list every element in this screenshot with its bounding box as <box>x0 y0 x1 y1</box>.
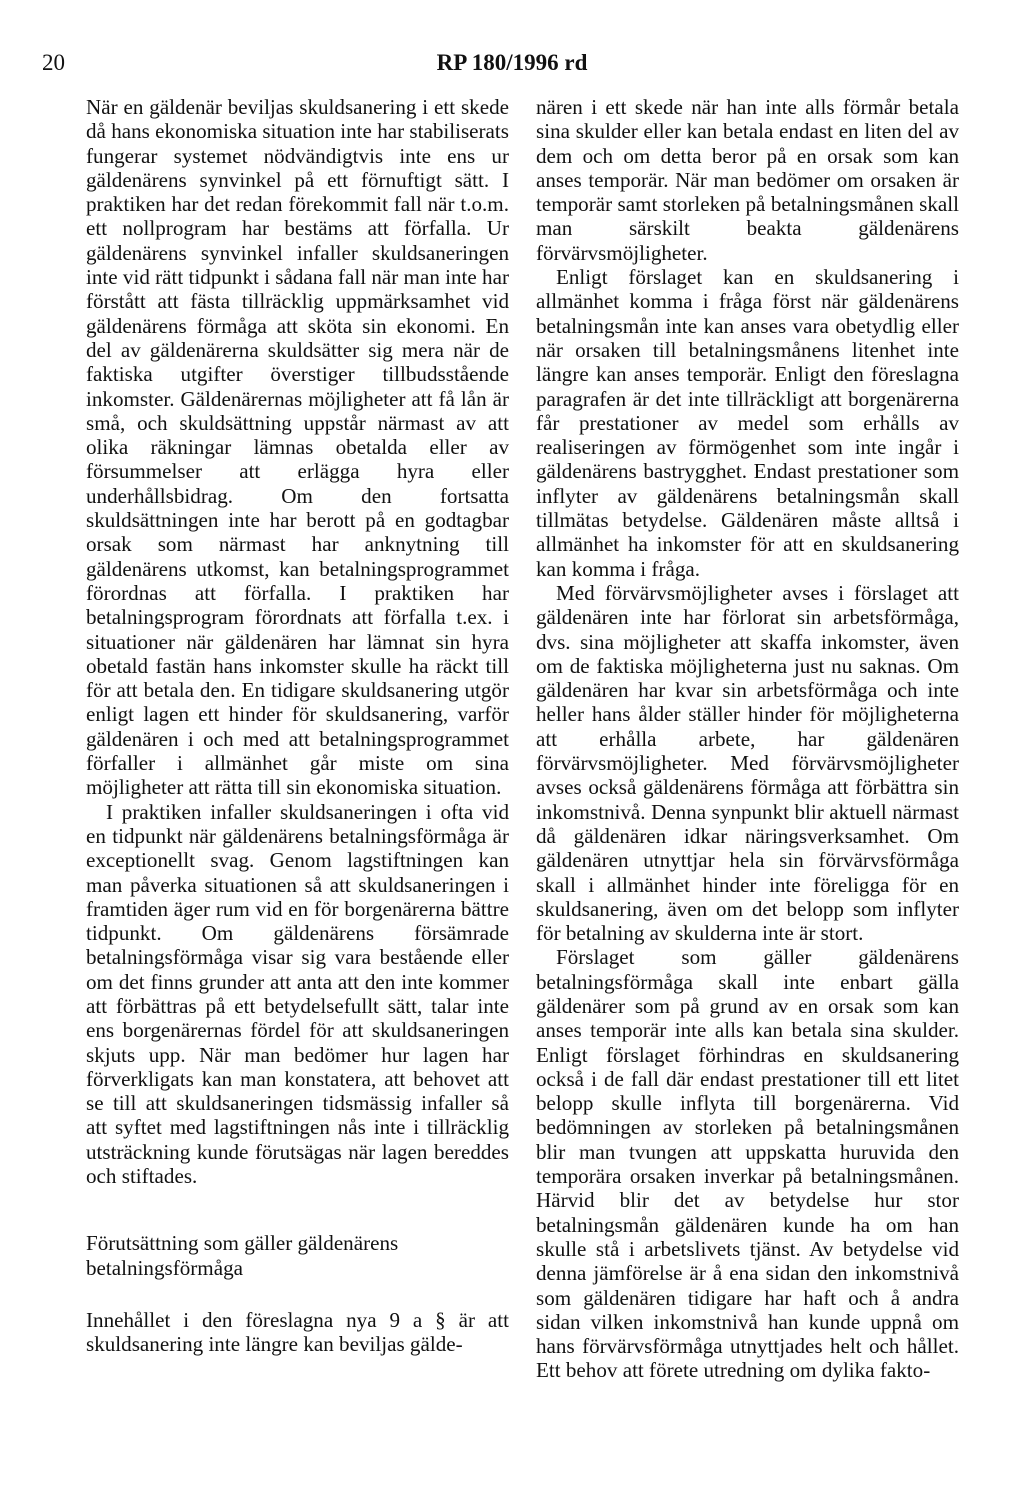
page-number: 20 <box>42 50 65 75</box>
page-header <box>42 50 982 80</box>
body-paragraph: Med förvärvsmöjligheter avses i förslaget att gäldenären inte har förlorat sin arbetsförmåga, dvs. sina möjligheter att skaffa inkomster, även om de faktiska möjligheterna just nu saknas. Om gäldenären har kvar sin arbetsförmåga och inte heller hans ålder ställer hinder för möjligheterna att erhålla arbete, har gäldenären förvärvsmöjligheter. Med förvärvsmöjligheter avses också gäldenärens förmåga att förbättra sin inkomstnivå. Denna synpunkt blir aktuell närmast då gäldenären idkar näringsverksamhet. Om gäldenären utnyttjar hela sin förvärvsförmåga skall i allmänhet hinder inte föreligga för en skuldsanering, även om det belopp som inflyter för betalning av skulderna inte är stort. <box>536 580 959 946</box>
right-column <box>536 95 959 1383</box>
left-column <box>86 95 509 1357</box>
body-paragraph: Enligt förslaget kan en skuldsanering i allmänhet komma i fråga först när gäldenärens betalningsmån inte kan anses vara obetydlig eller när orsaken till betalningsmånens litenhet inte längre kan anses temporär. Enligt den föreslagna paragrafen är det inte tillräckligt att borgenärerna får prestationer av medel som erhålls av realiseringen av förmögenhet som inte ingår i gäldenärens bastrygghet. Endast prestationer som inflyter av gäldenärens betalningsmån skall tillmätas betydelse. Gäldenären måste alltså i allmänhet ha inkomster för att en skuldsanering kan komma i fråga. <box>536 265 959 581</box>
body-paragraph: nären i ett skede när han inte alls förmår betala sina skulder eller kan betala endast en liten del av dem och om detta beror på en orsak som kan anses temporär. När man bedömer om orsaken är temporär samt storleken på betalningsmånen skall man särskilt beakta gäldenärens förvärvsmöjligheter. <box>536 95 959 265</box>
body-paragraph: Förslaget som gäller gäldenärens betalningsförmåga skall inte enbart gälla gäldenärer som på grund av en orsak som kan anses temporär inte alls kan betala sina skulder. Enligt förslaget förhindras en skuldsanering också i de fall där endast prestationer till ett litet belopp skulle inflyta till borgenärerna. Vid bedömningen av storleken på betalningsmånen blir man tvungen att uppskatta huruvida den temporära orsaken inverkar på betalningsmånen. Härvid blir det av betydelse hur stor betalningsmån gäldenären kunde ha om han skulle stå i arbetslivets tjänst. Av betydelse vid denna jämförelse är å ena sidan den inkomstnivå som gäldenären tidigare har haft och å andra sidan vilken inkomstnivå han kunde uppnå om hans förvärvsförmåga utnyttjades helt och hållet. Ett behov att förete utredning om dylika fakto- <box>536 945 959 1383</box>
section-heading: Förutsättning som gäller gäldenärens betalningsförmåga <box>86 1231 399 1280</box>
body-paragraph: När en gäldenär beviljas skuldsanering i ett skede då hans ekonomiska situation inte har stabiliserats fungerar systemet nödvändigtvis inte ens ur gäldenärens synvinkel på ett förnuftigt sätt. I praktiken har det redan förekommit fall när t.o.m. ett nollprogram har bestäms att förfalla. Ur gäldenärens synvinkel infaller skuldsaneringen inte vid rätt tidpunkt i sådana fall när man inte har förstått att fästa tillräcklig uppmärksamhet vid gäldenärens förmåga att sköta sin ekonomi. En del av gäldenärerna skuldsätter sig mera när de faktiska utgifter överstiger tillbudsstående inkomster. Gäldenärernas möjligheter att få lån är små, och skuldsättning uppstår närmast av att olika räkningar lämnas obetalda eller av försummelser att erlägga hyra eller underhållsbidrag. Om den fortsatta skuldsättningen inte har berott på en godtagbar orsak som närmast har anknytning till gäldenärens utkomst, kan betalningsprogrammet förordnas att förfalla. I praktiken har betalningsprogram förordnats att förfalla t.ex. i situationer när gäldenären har lämnat sin hyra obetald fastän hans inkomster skulle ha räckt till för att betala den. En tidigare skuldsanering utgör enligt lagen ett hinder för skuldsanering, varför gäldenären i och med att betalningsprogrammet förfaller i allmänhet går miste om sina möjligheter att rätta till sin ekonomiska situation. <box>86 95 509 800</box>
body-paragraph: I praktiken infaller skuldsaneringen i ofta vid en tidpunkt när gäldenärens betalningsförmåga är exceptionellt svag. Genom lagstiftningen kan man påverka situationen så att skuldsaneringen i framtiden äger rum vid en för borgenärerna bättre tidpunkt. Om gäldenärens försämrade betalningsförmåga visar sig vara bestående eller om det finns grunder att anta att den inte kommer att förbättras på ett betydelsefullt sätt, talar inte ens borgenärernas fördel för att skuldsaneringen skjuts upp. När man bedömer hur lagen har förverkligats kan man konstatera, att behovet att se till att skuldsaneringen tidsmässig infaller så att syftet med lagstiftningen nås inte i tillräcklig utsträckning kunde förutsägas när lagen bereddes och stiftades. <box>86 799 509 1189</box>
document-id: RP 180/1996 rd <box>436 50 588 75</box>
body-paragraph: Innehållet i den föreslagna nya 9 a § är att skuldsanering inte längre kan beviljas gälde- <box>86 1307 509 1357</box>
